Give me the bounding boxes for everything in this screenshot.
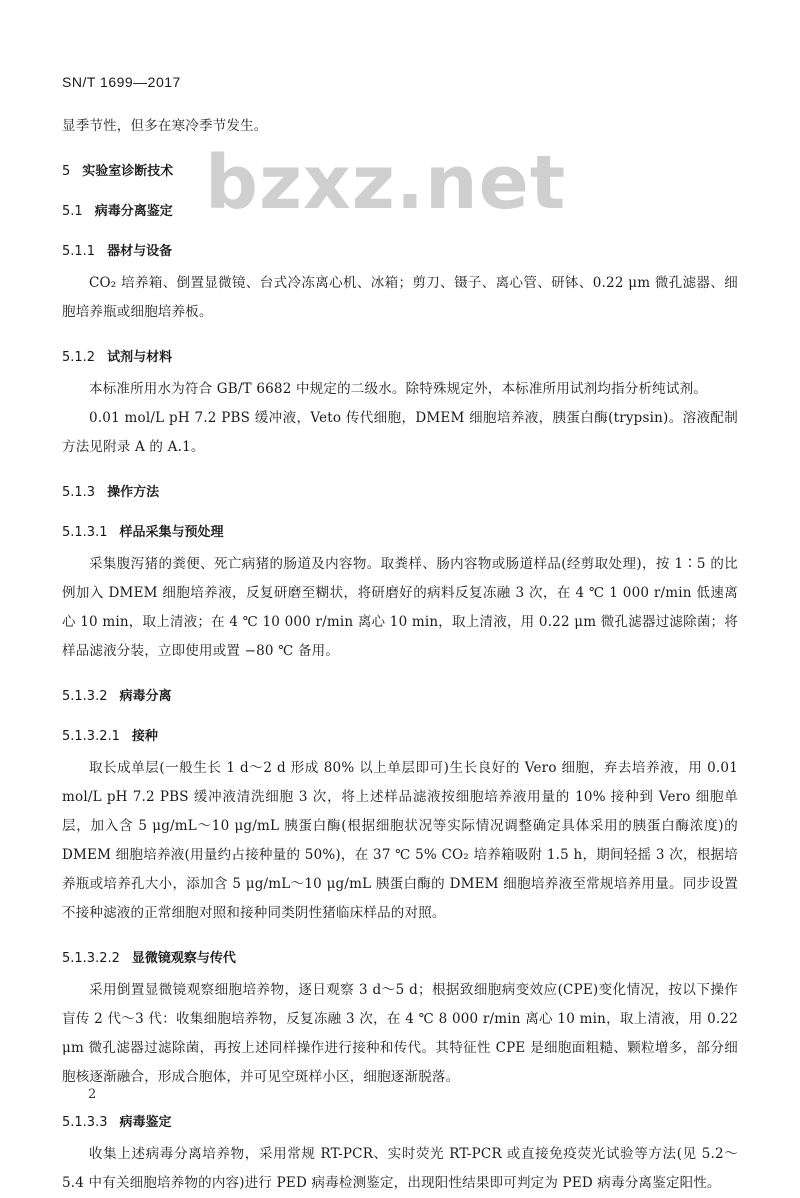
paragraph: 取长成单层(一般生长 1 d～2 d 形成 80% 以上单层即可)生长良好的 Vero 细胞，弃去培养液，用 0.01 mol/L pH 7.2 PBS 缓冲液清洗细胞 3 次，将上述样品滤液按细胞培养液用量的 10% 接种到 Vero 细胞单层，加入含 5 μg/mL～10 μg/mL 胰蛋白酶(根据细胞状况等实际情况调整确定具体采用的胰蛋白酶浓度)的 DMEM 细胞培养液(用量约占接种量的 50%)，在 37 ℃ 5% CO₂ 培养箱吸附 1.5 h，期间轻摇 3 次，根据培养瓶或培养孔大小，添加含 5 μg/mL～10 μg/mL 胰蛋白酶的 DMEM 细胞培养液至常规培养用量。同步设置不接种滤液的正常细胞对照和接种同类阴性猪临床样品的对照。 [62, 760, 738, 921]
section-heading [62, 243, 738, 261]
section-number: 5.1.3.1 [62, 525, 108, 540]
section-heading [62, 950, 738, 968]
paragraph: 0.01 mol/L pH 7.2 PBS 缓冲液，Veto 传代细胞，DMEM 细胞培养液，胰蛋白酶(trypsin)。溶液配制方法见附录 A 的 A.1。 [62, 410, 738, 455]
section-title: 样品采集与预处理 [119, 525, 224, 540]
watermark: bzxz.net [205, 140, 567, 226]
section-title: 病毒分离鉴定 [94, 204, 173, 219]
section-heading [62, 203, 738, 221]
section-title: 病毒鉴定 [119, 1115, 172, 1130]
section-heading [62, 349, 738, 367]
section-heading [62, 728, 738, 746]
section-title: 器材与设备 [107, 244, 173, 259]
section-title: 病毒分离 [119, 689, 172, 704]
section-title: 操作方法 [107, 485, 160, 500]
section-number: 5.1.3.3 [62, 1115, 108, 1130]
section-number: 5.1.1 [62, 244, 96, 259]
section-title: 接种 [131, 729, 158, 744]
section-number: 5.1.3.2.2 [62, 951, 120, 966]
paragraph: 本标准所用水为符合 GB/T 6682 中规定的二级水。除特殊规定外，本标准所用试剂均指分析纯试剂。 [89, 381, 707, 397]
section-title: 显微镜观察与传代 [131, 951, 236, 966]
section-number: 5.1.3.2 [62, 689, 108, 704]
section-number: 5.1.2 [62, 350, 96, 365]
section-heading [62, 688, 738, 706]
section-heading [62, 1114, 738, 1132]
paragraph: 收集上述病毒分离培养物，采用常规 RT-PCR、实时荧光 RT-PCR 或直接免疫荧光试验等方法(见 5.2～5.4 中有关细胞培养物的内容)进行 PED 病毒检测鉴定，出现阳性结果即可判定为 PED 病毒分离鉴定阳性。 [62, 1146, 738, 1191]
section-number: 5.1.3 [62, 485, 96, 500]
section-title: 试剂与材料 [107, 350, 173, 365]
section-number: 5.1.3.2.1 [62, 729, 120, 744]
page-number: 2 [88, 1087, 97, 1102]
section-heading [62, 163, 738, 181]
section-number: 5.1 [62, 204, 83, 219]
paragraph: CO₂ 培养箱、倒置显微镜、台式冷冻离心机、冰箱；剪刀、镊子、离心管、研钵、0.22 μm 微孔滤器、细胞培养瓶或细胞培养板。 [62, 275, 738, 320]
document-header: SN/T 1699—2017 [62, 74, 181, 90]
paragraph: 采集腹泻猪的粪便、死亡病猪的肠道及内容物。取粪样、肠内容物或肠道样品(经剪取处理)，按 1∶5 的比例加入 DMEM 细胞培养液，反复研磨至糊状，将研磨好的病料反复冻融 3 次，在 4 ℃ 1 000 r/min 低速离心 10 min，取上清液；在 4 ℃ 10 000 r/min 离心 10 min，取上清液，用 0.22 μm 微孔滤器过滤除菌；将样品滤液分装，立即使用或置 −80 ℃ 备用。 [62, 556, 738, 659]
section-number: 5 [62, 164, 71, 179]
paragraph: 采用倒置显微镜观察细胞培养物，逐日观察 3 d～5 d；根据致细胞病变效应(CPE)变化情况，按以下操作盲传 2 代～3 代：收集细胞培养物，反复冻融 3 次，在 4 ℃ 8 000 r/min 离心 10 min，取上清液，用 0.22 μm 微孔滤器过滤除菌，再按上述同样操作进行接种和传代。其特征性 CPE 是细胞面粗糙、颗粒增多，部分细胞核逐渐融合，形成合胞体，并可见空斑样小区，细胞逐渐脱落。 [62, 982, 738, 1085]
section-title: 实验室诊断技术 [82, 164, 174, 179]
section-heading [62, 484, 738, 502]
section-heading [62, 524, 738, 542]
document-body [62, 112, 738, 1198]
paragraph: 显季节性，但多在寒冷季节发生。 [62, 118, 268, 134]
